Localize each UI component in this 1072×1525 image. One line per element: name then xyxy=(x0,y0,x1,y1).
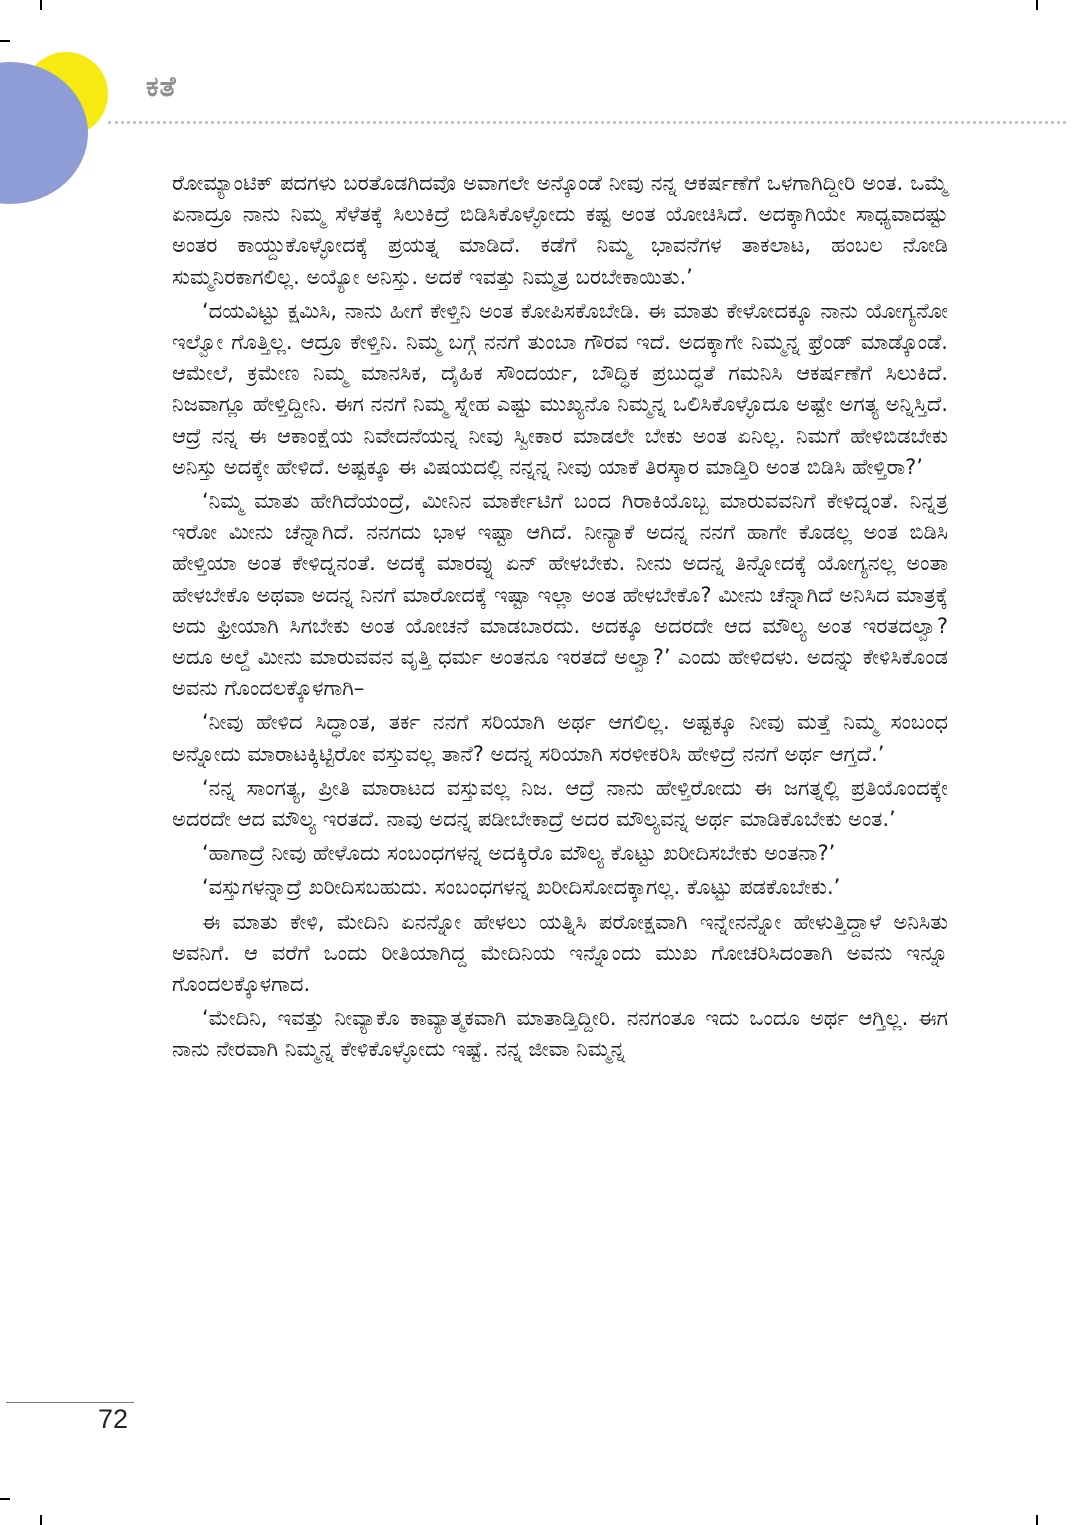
crop-mark xyxy=(1036,1515,1038,1525)
crop-mark xyxy=(0,40,10,42)
crop-mark xyxy=(0,1498,10,1500)
paragraph: ‘ನೀವು ಹೇಳಿದ ಸಿದ್ಧಾಂತ, ತರ್ಕ ನನಗೆ ಸರಿಯಾಗಿ ಅರ್ಥ ಆಗಲಿಲ್ಲ. ಅಷ್ಟಕ್ಕೂ ನೀವು ಮತ್ತೆ ನಿಮ್ಮ ಸಂಬಂಧ ಅನ್ನೋದು ಮಾರಾಟಕ್ಕಿಟ್ಟಿರೋ ವಸ್ತುವಲ್ಲ ತಾನೆ? ಅದನ್ನ ಸರಿಯಾಗಿ ಸರಳೀಕರಿಸಿ ಹೇಳಿದ್ರೆ ನನಗೆ ಅರ್ಥ ಆಗ್ತದೆ.’ xyxy=(172,710,948,766)
body-text xyxy=(172,168,948,1069)
paragraph: ‘ಹಾಗಾದ್ರೆ ನೀವು ಹೇಳೊದು ಸಂಬಂಧಗಳನ್ನ ಅದಕ್ಕಿರೊ ಮೌಲ್ಯ ಕೊಟ್ಟು ಖರೀದಿಸಬೇಕು ಅಂತನಾ?’ xyxy=(202,841,836,866)
paragraph: ಈ ಮಾತು ಕೇಳಿ, ಮೇದಿನಿ ಏನನ್ನೋ ಹೇಳಲು ಯತ್ನಿಸಿ ಪರೋಕ್ಷವಾಗಿ ಇನ್ನೇನನ್ನೋ ಹೇಳುತ್ತಿದ್ದಾಳೆ ಅನಿಸಿತು ಅವನಿಗೆ. ಆ ವರೆಗೆ ಒಂದು ರೀತಿಯಾಗಿದ್ದ ಮೇದಿನಿಯ ಇನ್ನೊಂದು ಮುಖ ಗೋಚರಿಸಿದಂತಾಗಿ ಅವನು ಇನ್ನೂ ಗೊಂದಲಕ್ಕೊಳಗಾದ. xyxy=(172,909,948,997)
header-dotted-rule xyxy=(108,121,1066,124)
crop-mark xyxy=(40,1515,42,1525)
page-number: 72 xyxy=(98,1404,129,1434)
paragraph: ‘ನನ್ನ ಸಾಂಗತ್ಯ, ಪ್ರೀತಿ ಮಾರಾಟದ ವಸ್ತುವಲ್ಲ ನಿಜ. ಆದ್ರೆ ನಾನು ಹೇಳ್ತಿರೋದು ಈ ಜಗತ್ನಲ್ಲಿ ಪ್ರತಿಯೊಂದಕ್ಕೇ ಅದರದೇ ಆದ ಮೌಲ್ಯ ಇರತದೆ. ನಾವು ಅದನ್ನ ಪಡೀಬೇಕಾದ್ರೆ ಅದರ ಮೌಲ್ಯವನ್ನ ಅರ್ಥ ಮಾಡಿಕೊಬೇಕು ಅಂತ.’ xyxy=(172,775,948,832)
folio-rule xyxy=(6,1402,134,1403)
paragraph: ‘ಮೇದಿನಿ, ಇವತ್ತು ನೀವ್ಯಾಕೊ ಕಾವ್ಯಾತ್ಮಕವಾಗಿ ಮಾತಾಡ್ತಿದ್ದೀರಿ. ನನಗಂತೂ ಇದು ಒಂದೂ ಅರ್ಥ ಆಗ್ತಿಲ್ಲ. ಈಗ ನಾನು ನೇರವಾಗಿ ನಿಮ್ಮನ್ನ ಕೇಳಿಕೊಳ್ಳೋದು ಇಷ್ಟೆ. ನನ್ನ ಜೀವಾ ನಿಮ್ಮನ್ನ xyxy=(172,1006,948,1062)
paragraph: ‘ನಿಮ್ಮ ಮಾತು ಹೇಗಿದೆಯಂದ್ರೆ, ಮೀನಿನ ಮಾರ್ಕೇಟಿಗೆ ಬಂದ ಗಿರಾಕಿಯೊಬ್ಬ ಮಾರುವವನಿಗೆ ಕೇಳಿದ್ನಂತೆ. ನಿನ್ನತ್ರ ಇರೋ ಮೀನು ಚೆನ್ನಾಗಿದೆ. ನನಗದು ಭಾಳ ಇಷ್ಟಾ ಆಗಿದೆ. ನೀನ್ಯಾಕೆ ಅದನ್ನ ನನಗೆ ಹಾಗೇ ಕೊಡಲ್ಲ ಅಂತ ಬಿಡಿಸಿ ಹೇಳ್ತಿಯಾ ಅಂತ ಕೇಳಿದ್ನನಂತೆ. ಅದಕ್ಕೆ ಮಾರವ್ನು ಏನ್ ಹೇಳಬೇಕು. ನೀನು ಅದನ್ನ ತಿನ್ನೋದಕ್ಕೆ ಯೋಗ್ಯನಲ್ಲ ಅಂತಾ ಹೇಳಬೇಕೊ ಅಥವಾ ಅದನ್ನ ನಿನಗೆ ಮಾರೋದಕ್ಕೆ ಇಷ್ಟಾ ಇಲ್ಲಾ ಅಂತ ಹೇಳಬೇಕೊ? ಮೀನು ಚೆನ್ನಾಗಿದೆ ಅನಿಸಿದ ಮಾತ್ರಕ್ಕೆ ಅದು ಫ್ರೀಯಾಗಿ ಸಿಗಬೇಕು ಅಂತ ಯೋಚನೆ ಮಾಡಬಾರದು. ಅದಕ್ಕೂ ಅದರದೇ ಆದ ಮೌಲ್ಯ ಅಂತ ಇರತದಲ್ವಾ? ಅದೂ ಅಲ್ದೆ ಮೀನು ಮಾರುವವನ ವೃತ್ತಿ ಧರ್ಮ ಅಂತನೂ ಇರತದೆ ಅಲ್ವಾ?’ ಎಂದು ಹೇಳಿದಳು. ಅದನ್ನು ಕೇಳಿಸಿಕೊಂಡ ಅವನು ಗೊಂದಲಕ್ಕೊಳಗಾಗಿ– xyxy=(172,489,948,701)
crop-mark xyxy=(1036,0,1038,10)
section-label: ಕತೆ xyxy=(146,70,177,103)
paragraph: ‘ವಸ್ತುಗಳನ್ನಾದ್ರೆ ಖರೀದಿಸಬಹುದು. ಸಂಬಂಧಗಳನ್ನ ಖರೀದಿಸೋದಕ್ಕಾಗಲ್ಲ. ಕೊಟ್ಟು ಪಡಕೊಬೇಕು.’ xyxy=(202,875,841,900)
paragraph: ರೋಮ್ಯಾಂಟಿಕ್ ಪದಗಳು ಬರತೊಡಗಿದವೊ ಅವಾಗಲೇ ಅನ್ಕೊಂಡೆ ನೀವು ನನ್ನ ಆಕರ್ಷಣೆಗೆ ಒಳಗಾಗಿದ್ದೀರಿ ಅಂತ. ಒಮ್ಮೆ ಏನಾದ್ರೂ ನಾನು ನಿಮ್ಮ ಸೆಳೆತಕ್ಕೆ ಸಿಲುಕಿದ್ರೆ ಬಿಡಿಸಿಕೊಳ್ಳೋದು ಕಷ್ಟ ಅಂತ ಯೋಚಿಸಿದೆ. ಅದಕ್ಕಾಗಿಯೇ ಸಾಧ್ಯವಾದಷ್ಟು ಅಂತರ ಕಾಯ್ದುಕೊಳ್ಳೋದಕ್ಕೆ ಪ್ರಯತ್ನ ಮಾಡಿದೆ. ಕಡೆಗೆ ನಿಮ್ಮ ಭಾವನೆಗಳ ತಾಕಲಾಟ, ಹಂಬಲ ನೋಡಿ ಸುಮ್ಮನಿರಕಾಗಲಿಲ್ಲ. ಅಯ್ಯೋ ಅನಿಸ್ತು. ಅದಕೆ ಇವತ್ತು ನಿಮ್ಮತ್ರ ಬರಬೇಕಾಯಿತು.’ xyxy=(172,171,948,289)
crop-mark xyxy=(40,0,42,10)
paragraph: ‘ದಯವಿಟ್ಟು ಕ್ಷಮಿಸಿ, ನಾನು ಹೀಗೆ ಕೇಳ್ತಿನಿ ಅಂತ ಕೋಪಿಸಕೊಬೇಡಿ. ಈ ಮಾತು ಕೇಳೋದಕ್ಕೂ ನಾನು ಯೋಗ್ಯನೋ ಇಲ್ವೋ ಗೊತ್ತಿಲ್ಲ. ಆದ್ರೂ ಕೇಳ್ತಿನಿ. ನಿಮ್ಮ ಬಗ್ಗೆ ನನಗೆ ತುಂಬಾ ಗೌರವ ಇದೆ. ಅದಕ್ಕಾಗೇ ನಿಮ್ಮನ್ನ ಫ್ರೆಂಡ್ ಮಾಡ್ಕೊಂಡೆ. ಆಮೇಲೆ, ಕ್ರಮೇಣ ನಿಮ್ಮ ಮಾನಸಿಕ, ದೈಹಿಕ ಸೌಂದರ್ಯ, ಬೌದ್ಧಿಕ ಪ್ರಬುದ್ಧತೆ ಗಮನಿಸಿ ಆಕರ್ಷಣೆಗೆ ಸಿಲುಕಿದೆ. ನಿಜವಾಗ್ಲೂ ಹೇಳ್ತಿದ್ದೀನಿ. ಈಗ ನನಗೆ ನಿಮ್ಮ ಸ್ನೇಹ ಎಷ್ಟು ಮುಖ್ಯನೊ ನಿಮ್ಮನ್ನ ಒಲಿಸಿಕೊಳ್ಳೊದೂ ಅಷ್ಟೇ ಅಗತ್ಯ ಅನ್ನಿಸ್ತಿದೆ. ಆದ್ರೆ ನನ್ನ ಈ ಆಕಾಂಕ್ಷೆಯ ನಿವೇದನೆಯನ್ನ ನೀವು ಸ್ವೀಕಾರ ಮಾಡಲೇ ಬೇಕು ಅಂತ ಏನಿಲ್ಲ. ನಿಮಗೆ ಹೇಳಿಬಿಡಬೇಕು ಅನಿಸ್ತು ಅದಕ್ಕೇ ಹೇಳಿದೆ. ಅಷ್ಟಕ್ಕೂ ಈ ವಿಷಯದಲ್ಲಿ ನನ್ನನ್ನ ನೀವು ಯಾಕೆ ತಿರಸ್ಕಾರ ಮಾಡ್ತಿರಿ ಅಂತ ಬಿಡಿಸಿ ಹೇಳ್ತಿರಾ?’ xyxy=(172,298,948,479)
